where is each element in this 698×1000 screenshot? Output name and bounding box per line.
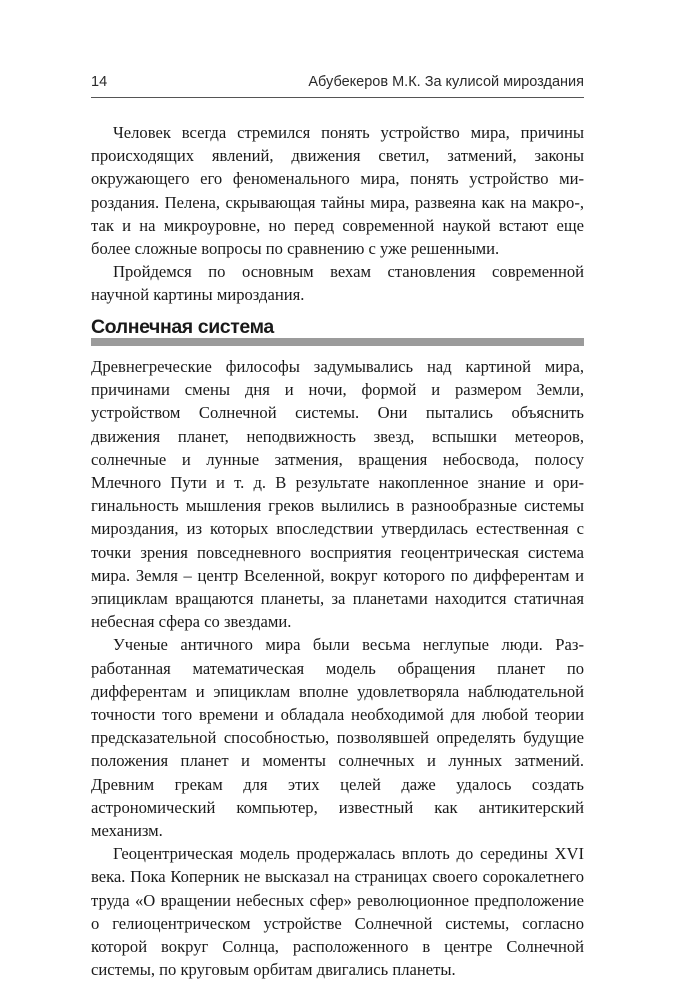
- running-head: [91, 74, 584, 94]
- body-paragraph-2: Ученые античного мира были весьма неглупые люди. Разработанная математическая модель обращения планет по дифферентам и эпициклам вполне удовлетворяла наблюдательной точности того времени и обладала необходимой для любой теории предсказательной способностью, позволявшей определять будущие положения планет и моменты солнечных и лунных затмений. Древним грекам для этих целей даже удалось создать астрономический компьютер, известный как антикитерский механизм.: [91, 635, 584, 841]
- section-heading: Солнечная система: [91, 316, 274, 338]
- body-paragraph-3: Геоцентрическая модель продержалась вплоть до середины XVI века. Пока Коперник не высказал на страницах своего сорокалетнего труда «О вращении небесных сфер» революционное предположение о гелиоцентрическом устройстве Солнечной системы, согласно которой вокруг Солнца, расположенного в центре Солнечной системы, по круговым орбитам двигались планеты.: [91, 844, 584, 980]
- intro-text: [91, 121, 584, 307]
- intro-paragraph-2: Пройдемся по основным вехам становления современной научной картины мироздания.: [91, 262, 584, 305]
- header-rule: [91, 97, 584, 98]
- body-paragraph-1: Древнегреческие философы задумывались над картиной мира, причинами смены дня и ночи, формой и размером Земли, устройством Солнечной системы. Они пытались объяснить движения планет, неподвижность звезд, вспышки метеоров, солнечные и лунные затмения, вращения небосвода, полосу Млечного Пути и т. д. В результате накопленное знание и оригинальность мышления греков вылились в разнообразные системы мироздания, из которых впоследствии утвердилась естественная с точки зрения повседневного восприятия геоцентрическая система мира. Земля – центр Вселенной, вокруг которого по дифферентам и эпициклам вращаются планеты, за планетами находится статичная небесная сфера со звездами.: [91, 357, 584, 632]
- book-page: [91, 0, 584, 1000]
- page-number: 14: [91, 74, 108, 90]
- running-title: Абубекеров М.К. За кулисой мироздания: [308, 74, 584, 90]
- section-heading-rule: [91, 338, 584, 346]
- intro-paragraph-1: Человек всегда стремился понять устройство мира, причины происходящих явлений, движения светил, затмений, законы окружающего его феноменального мира, понять устройство мироздания. Пелена, скрывающая тайны мира, развеяна как на макро-, так и на микроуровне, но перед современной наукой встают еще более сложные вопросы по сравнению с уже решенными.: [91, 123, 584, 259]
- section-body: [91, 355, 584, 981]
